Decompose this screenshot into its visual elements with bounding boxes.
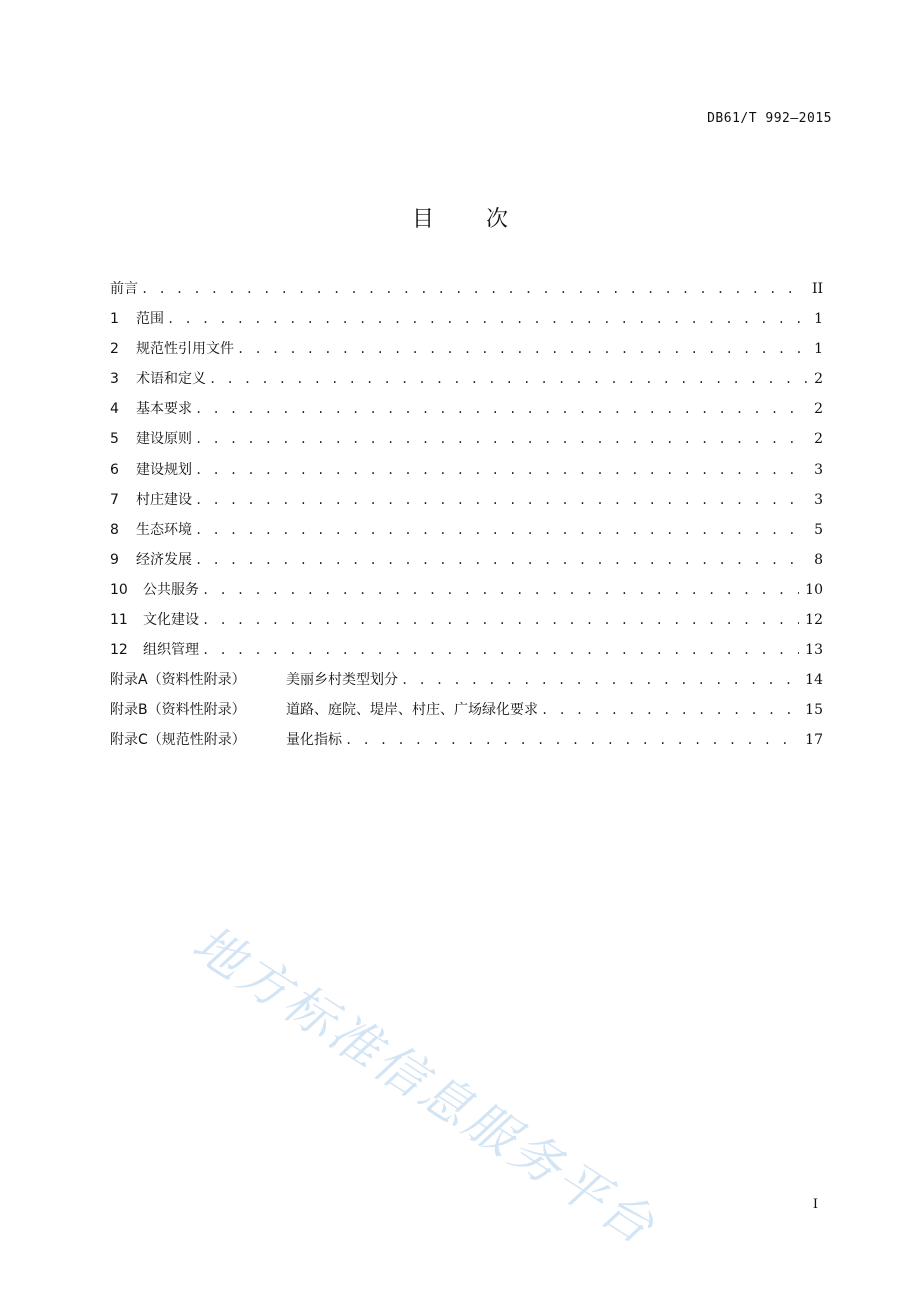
toc-entry-number: 附录A（资料性附录） [110, 672, 246, 689]
toc-dot-leader [541, 700, 799, 720]
toc-entry-number: 6 [110, 461, 119, 478]
toc-dot-leader [401, 670, 799, 690]
toc-entry-number: 12 [110, 642, 128, 659]
toc-dot-leader [202, 610, 799, 630]
toc-entry-number: 8 [110, 521, 119, 538]
toc-entry-number: 附录C（规范性附录） [110, 732, 246, 749]
toc-entry[interactable] [110, 550, 823, 580]
toc-entry-appendix[interactable] [110, 730, 823, 760]
watermark: 地方标准信息服务平台 [182, 914, 667, 1257]
toc-entry[interactable] [110, 339, 823, 369]
toc-entry-number: 4 [110, 401, 119, 418]
toc-entry[interactable] [110, 460, 823, 490]
document-code: DB61/T 992—2015 [707, 111, 832, 126]
toc-entry[interactable] [110, 429, 823, 459]
toc-entry[interactable] [110, 490, 823, 520]
toc-entry-number: 附录B（资料性附录） [110, 702, 246, 719]
toc-entry-label: 基本要求 [136, 401, 192, 418]
toc-entry-label: 经济发展 [136, 551, 192, 568]
toc-dot-leader [202, 580, 799, 600]
toc-entry-number: 7 [110, 491, 119, 508]
page-number: I [812, 1197, 818, 1212]
toc-title: 目次 [411, 207, 560, 232]
toc-dot-leader [237, 339, 808, 359]
toc-dot-leader [167, 309, 808, 329]
toc-entry[interactable] [110, 610, 823, 640]
toc-entry-number: 11 [110, 612, 128, 629]
toc-entry-page: 14 [805, 672, 823, 689]
toc-dot-leader [195, 490, 808, 510]
toc-entry-label: 生态环境 [136, 521, 192, 538]
toc-entry-page: 2 [814, 371, 823, 388]
toc-entry-number: 1 [110, 311, 119, 328]
toc-entry-label: 前言 [110, 281, 138, 297]
toc-entry-page: 2 [814, 431, 823, 448]
toc-entry-label: 公共服务 [143, 581, 199, 598]
toc-dot-leader [202, 640, 799, 660]
toc-entry-label: 规范性引用文件 [136, 341, 234, 358]
toc-entry-page: 1 [814, 341, 823, 358]
toc-entry-number: 2 [110, 341, 119, 358]
toc-entry-page: 12 [805, 612, 823, 629]
toc-entry-page: 17 [805, 732, 823, 749]
toc-entry-page: 3 [814, 461, 823, 478]
toc-entry-appendix[interactable] [110, 700, 823, 730]
toc-entry-number: 10 [110, 581, 128, 598]
toc-entry-label: 美丽乡村类型划分 [286, 672, 398, 689]
toc-entry-page: 2 [814, 401, 823, 418]
toc-dot-leader [195, 520, 808, 540]
toc-entry-page: 5 [814, 521, 823, 538]
toc-entry-page: 3 [814, 491, 823, 508]
toc-entry-page: 10 [805, 581, 823, 598]
toc-entry-number: 5 [110, 431, 119, 448]
toc-entry-label: 量化指标 [286, 732, 342, 749]
table-of-contents [110, 279, 823, 761]
toc-entry-appendix[interactable] [110, 670, 823, 700]
toc-entry-label: 建设原则 [136, 431, 192, 448]
toc-dot-leader [195, 550, 808, 570]
toc-entry-label: 建设规划 [136, 461, 192, 478]
toc-entry-label: 术语和定义 [136, 371, 206, 388]
toc-dot-leader [195, 429, 808, 449]
toc-dot-leader [195, 460, 808, 480]
toc-dot-leader [195, 399, 808, 419]
toc-entry-number: 3 [110, 371, 119, 388]
toc-entry-page: 8 [814, 551, 823, 568]
toc-entry[interactable] [110, 520, 823, 550]
toc-entry[interactable] [110, 580, 823, 610]
toc-entry-label: 范围 [136, 311, 164, 328]
toc-entry-label: 文化建设 [143, 612, 199, 629]
toc-entry[interactable] [110, 279, 823, 309]
toc-entry-page: 13 [805, 642, 823, 659]
toc-dot-leader [141, 279, 806, 299]
toc-entry-number: 9 [110, 551, 119, 568]
toc-entry[interactable] [110, 640, 823, 670]
toc-entry-label: 村庄建设 [136, 491, 192, 508]
toc-entry-page: 15 [805, 702, 823, 719]
toc-dot-leader [345, 730, 799, 750]
toc-entry-label: 道路、庭院、堤岸、村庄、广场绿化要求 [286, 702, 538, 719]
toc-entry-label: 组织管理 [143, 642, 199, 659]
toc-entry[interactable] [110, 369, 823, 399]
toc-dot-leader [209, 369, 808, 389]
toc-entry-page: II [811, 281, 823, 297]
toc-entry-page: 1 [814, 311, 823, 328]
toc-entry[interactable] [110, 399, 823, 429]
toc-entry[interactable] [110, 309, 823, 339]
